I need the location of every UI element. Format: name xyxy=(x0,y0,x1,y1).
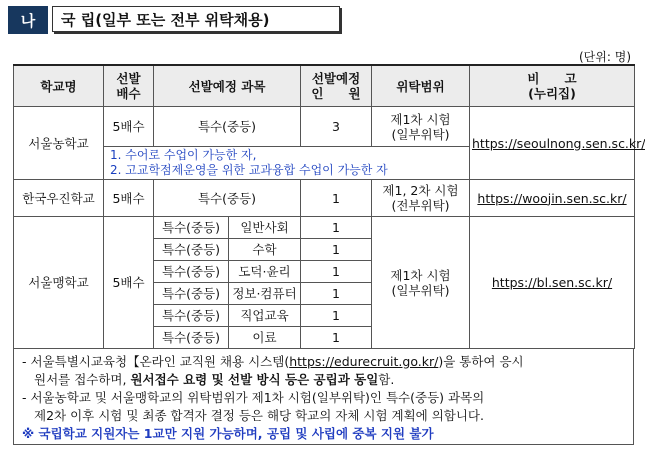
link-text[interactable]: https://bl.sen.sc.kr/ xyxy=(491,275,613,290)
unit-label: (단위: 명) xyxy=(579,50,631,64)
footer-line xyxy=(22,353,625,371)
footer-text: 함. xyxy=(378,372,395,387)
col-count: 선발예정 인 원 xyxy=(301,65,372,107)
count-cell: 1 xyxy=(301,283,372,305)
footer-text: - 서울특별시교육청【온라인 교직원 채용 시스템( xyxy=(22,354,290,369)
course-cell: 특수(중등) xyxy=(154,327,229,349)
count-cell: 1 xyxy=(301,180,372,217)
subject-cell: 이료 xyxy=(229,327,301,349)
footer-line: 제2차 이후 시험 및 최종 합격자 결정 등은 해당 학교의 자체 시험 계획에 의함니다. xyxy=(34,408,484,423)
footer-warning: ※ 국립학교 지원자는 1교만 지원 가능하며, 공립 및 사립에 중복 지원 불가 xyxy=(22,426,434,441)
course-cell: 특수(중등) xyxy=(154,239,229,261)
col-course: 선발예정 과목 xyxy=(154,65,301,107)
col-method: 선발 배수 xyxy=(104,65,154,107)
table-row xyxy=(14,107,635,147)
subject-cell: 직업교육 xyxy=(229,305,301,327)
course-cell: 특수(중등) xyxy=(154,180,301,217)
method-cell: 5배수 xyxy=(104,217,154,349)
homepage-link[interactable] xyxy=(470,107,645,180)
table-row xyxy=(14,180,635,217)
school-name: 서울맹학교 xyxy=(14,217,104,349)
method-cell: 5배수 xyxy=(104,180,154,217)
scope-cell: 제1차 시험 (일부위탁) xyxy=(372,107,470,147)
course-cell: 특수(중등) xyxy=(154,283,229,305)
section-header xyxy=(8,6,342,34)
subject-cell: 일반사회 xyxy=(229,217,301,239)
note-line: 2. 고교학점제운영을 위한 교과융합 수업이 가능한 자 xyxy=(110,163,388,177)
count-cell: 1 xyxy=(301,217,372,239)
link-text[interactable]: https://woojin.sen.sc.kr/ xyxy=(477,190,627,206)
section-title: 국 립(일부 또는 전부 위탁채용) xyxy=(52,6,340,32)
subject-cell: 도덕·윤리 xyxy=(229,261,301,283)
col-school: 학교명 xyxy=(14,65,104,107)
count-cell: 1 xyxy=(301,305,372,327)
scope-cell: 제1, 2차 시험 (전부위탁) xyxy=(372,180,470,217)
scope-cell: 제1차 시험 (일부위탁) xyxy=(372,217,470,349)
footer-text: 원서를 접수하며, xyxy=(34,372,131,387)
count-cell: 1 xyxy=(301,239,372,261)
subject-cell: 수학 xyxy=(229,239,301,261)
count-cell: 1 xyxy=(301,261,372,283)
link-text[interactable]: https://seoulnong.sen.sc.kr/ xyxy=(472,135,645,151)
table-row xyxy=(14,217,635,239)
footer-notes xyxy=(13,349,634,445)
note-line: 1. 수어로 수업이 가능한 자, xyxy=(110,148,257,162)
homepage-link[interactable] xyxy=(470,180,635,217)
course-cell: 특수(중등) xyxy=(154,305,229,327)
edurecruit-link[interactable]: https://edurecruit.go.kr/ xyxy=(289,354,439,369)
count-cell: 3 xyxy=(301,107,372,147)
method-cell: 5배수 xyxy=(104,107,154,147)
footer-line xyxy=(22,371,625,389)
recruitment-table xyxy=(13,64,645,349)
course-cell: 특수(중등) xyxy=(154,261,229,283)
notes-cell xyxy=(104,147,470,180)
col-scope: 위탁범위 xyxy=(372,65,470,107)
course-cell: 특수(중등) xyxy=(154,107,301,147)
footer-bold-text: 원서접수 요령 및 선발 방식 등은 공립과 동일 xyxy=(130,372,379,387)
course-cell: 특수(중등) xyxy=(154,217,229,239)
homepage-link[interactable] xyxy=(470,217,635,349)
section-badge: 나 xyxy=(8,6,48,34)
school-name: 서울농학교 xyxy=(14,107,104,180)
footer-text: )을 통하여 응시 xyxy=(438,354,524,369)
footer-line: - 서울농학교 및 서울맹학교의 위탁범위가 제1차 시험(일부위탁)인 특수(중등) 과목의 xyxy=(22,390,485,405)
school-name: 한국우진학교 xyxy=(14,180,104,217)
col-remarks: 비 고 (누리집) xyxy=(470,65,635,107)
count-cell: 1 xyxy=(301,327,372,349)
subject-cell: 정보·컴퓨터 xyxy=(229,283,301,305)
